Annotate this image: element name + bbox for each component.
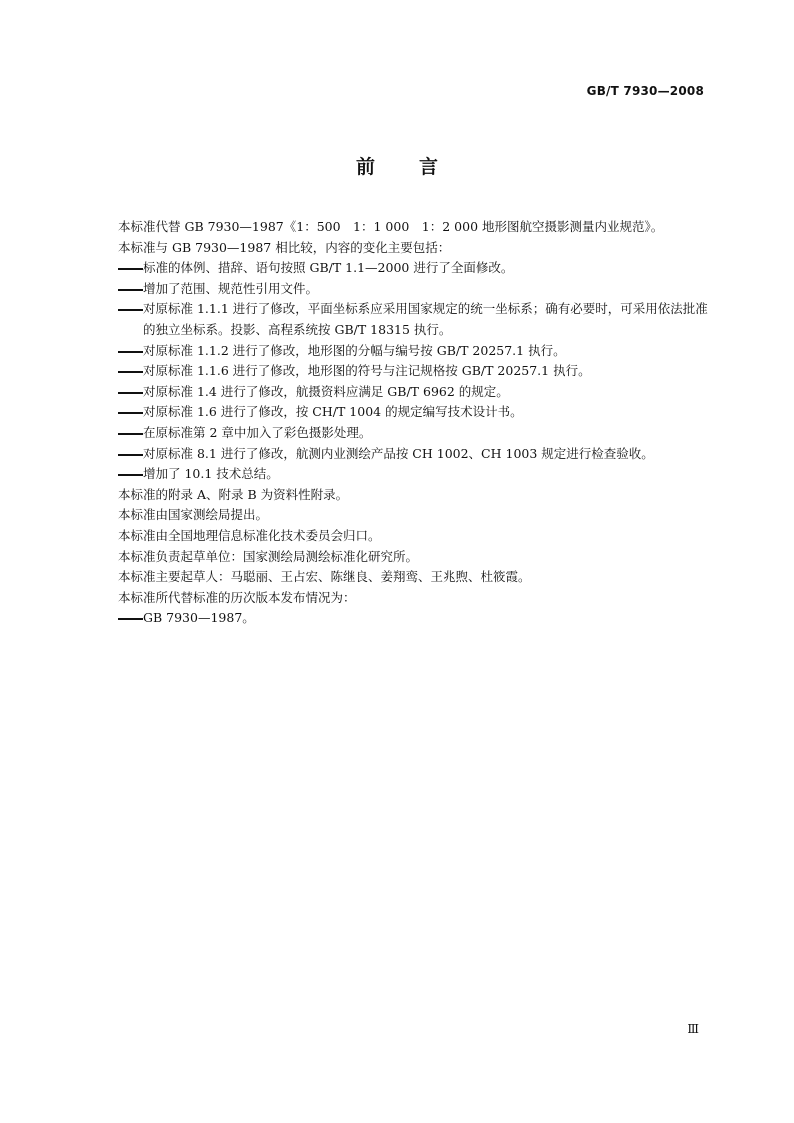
dash-marker — [118, 412, 143, 414]
list-item — [118, 341, 708, 362]
change-item-text: 对原标准 8.1 进行了修改，航测内业测绘产品按 CH 1002、CH 1003 规定进行检查验收。 — [143, 445, 654, 461]
list-item — [118, 279, 708, 300]
replacement-statement: 本标准代替 GB 7930—1987《1：500 1：1 000 1：2 000 地形图航空摄影测量内业规范》。 — [118, 219, 664, 234]
page-number: Ⅲ — [687, 1022, 699, 1036]
dash-marker — [118, 433, 143, 435]
list-item — [118, 402, 708, 423]
dash-marker — [118, 392, 143, 394]
change-item-text: 对原标准 1.6 进行了修改，按 CH/T 1004 的规定编写技术设计书。 — [143, 404, 523, 420]
appendix-statement: 本标准的附录 A、附录 B 为资料性附录。 — [118, 486, 349, 502]
standard-number: GB/T 7930—2008 — [586, 84, 704, 98]
dash-marker — [118, 618, 143, 620]
document-body — [118, 217, 708, 629]
list-item — [118, 608, 708, 629]
previous-edition-text: GB 7930—1987。 — [143, 610, 255, 626]
list-item — [118, 299, 708, 340]
change-item-text: 对原标准 1.1.6 进行了修改，地形图的符号与注记规格按 GB/T 20257.1 执行。 — [143, 363, 591, 379]
change-item-text: 对原标准 1.1.2 进行了修改，地形图的分幅与编号按 GB/T 20257.1 执行。 — [143, 342, 566, 358]
dash-marker — [118, 454, 143, 456]
dash-marker — [118, 289, 143, 291]
list-item — [118, 464, 708, 485]
change-item-text: 标准的体例、措辞、语句按照 GB/T 1.1—2000 进行了全面修改。 — [143, 260, 514, 276]
change-item-text: 对原标准 1.1.1 进行了修改，平面坐标系应采用国家规定的统一坐标系；确有必要时，可采用依法批准的独立坐标系。投影、高程系统按 GB/T 18315 执行。 — [143, 301, 708, 337]
dash-marker — [118, 371, 143, 373]
changes-intro: 本标准与 GB 7930—1987 相比较，内容的变化主要包括： — [118, 239, 451, 255]
list-item — [118, 423, 708, 444]
page-title: 前言 — [355, 156, 482, 178]
dash-marker — [118, 351, 143, 353]
dash-marker — [118, 268, 143, 270]
list-item — [118, 361, 708, 382]
change-item-text: 在原标准第 2 章中加入了彩色摄影处理。 — [143, 424, 372, 440]
dash-marker — [118, 474, 143, 476]
history-intro: 本标准所代替标准的历次版本发布情况为： — [118, 589, 356, 605]
change-item-text: 增加了 10.1 技术总结。 — [143, 466, 279, 482]
change-item-text: 增加了范围、规范性引用文件。 — [143, 280, 319, 296]
dash-marker — [118, 309, 143, 311]
list-item — [118, 444, 708, 465]
drafting-unit-statement: 本标准负责起草单位：国家测绘局测绘标准化研究所。 — [118, 548, 419, 564]
proposer-statement: 本标准由国家测绘局提出。 — [118, 507, 269, 523]
committee-statement: 本标准由全国地理信息标准化技术委员会归口。 — [118, 527, 381, 543]
list-item — [118, 258, 708, 279]
list-item — [118, 382, 708, 403]
change-item-text: 对原标准 1.4 进行了修改，航摄资料应满足 GB/T 6962 的规定。 — [143, 383, 509, 399]
drafters-statement: 本标准主要起草人：马聪丽、王占宏、陈继良、姜翔鸾、王兆煦、杜筱霞。 — [118, 569, 531, 585]
